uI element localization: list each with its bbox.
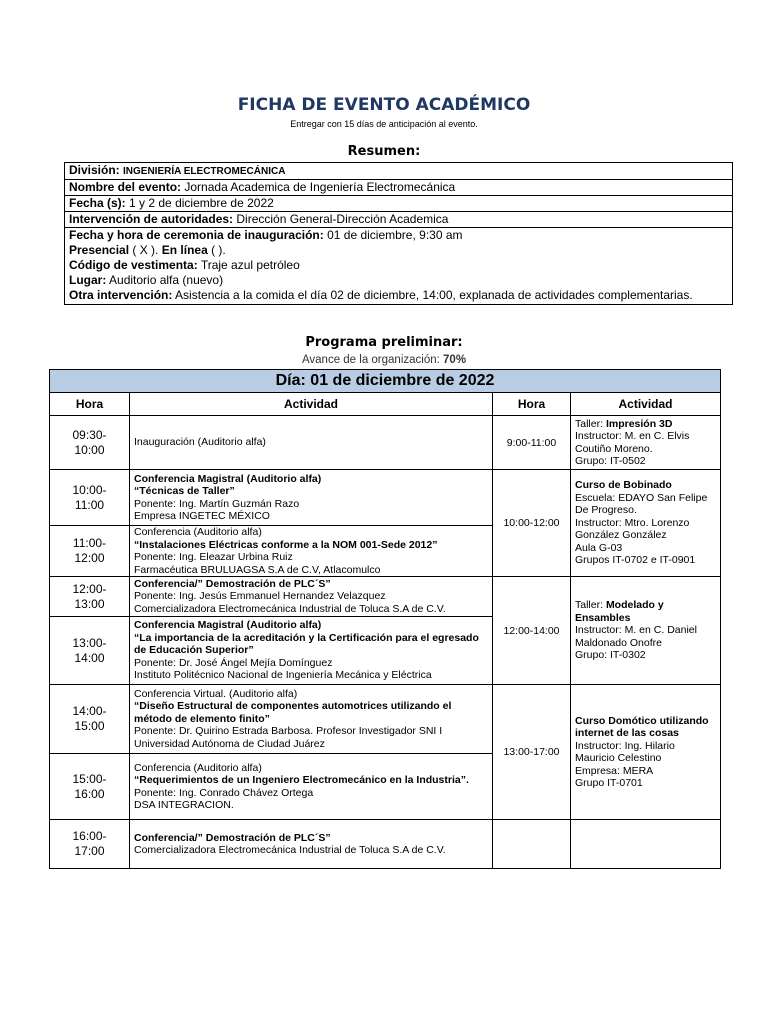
actividad-cell <box>130 685 493 754</box>
hora-cell: 16:00- 17:00 <box>50 820 130 869</box>
taller-hora-cell: 13:00-17:00 <box>493 685 571 820</box>
activity-line: “Requerimientos de un Ingeniero Electromecánico en la Industria”. <box>134 774 469 786</box>
programa-heading: Programa preliminar: <box>305 335 463 350</box>
activity-line-wrap <box>134 603 488 616</box>
actividad-cell <box>130 526 493 577</box>
activity-line: Empresa INGETEC MÉXICO <box>134 510 270 522</box>
activity-line: Ponente: Dr. Quirino Estrada Barbosa. Profesor Investigador SNI I <box>134 725 443 738</box>
activity-line-wrap <box>134 510 488 523</box>
activity-line-wrap <box>134 578 488 591</box>
fecha-value: 1 y 2 de diciembre de 2022 <box>129 196 274 210</box>
activity-line: Grupo: IT-0502 <box>575 455 646 467</box>
activity-line-wrap <box>575 455 716 468</box>
actividad-cell <box>130 820 493 869</box>
col-hora: Hora <box>50 393 130 416</box>
vestimenta-value: Traje azul petróleo <box>200 258 300 272</box>
activity-line-wrap <box>134 632 488 657</box>
activity-line: Conferencia (Auditorio alfa) <box>134 526 262 538</box>
activity-line: Comercializadora Electromecánica Industrial de Toluca S.A de C.V. <box>134 844 446 856</box>
lugar-line <box>69 273 728 288</box>
activity-line: Taller: <box>575 599 606 612</box>
nombre-label: Nombre del evento: <box>69 180 182 194</box>
division-value: INGENIERÍA ELECTROMECÁNICA <box>123 166 286 177</box>
lugar-label: Lugar: <box>69 273 107 287</box>
activity-line-wrap <box>134 787 488 800</box>
hora-cell: 15:00- 16:00 <box>50 754 130 820</box>
activity-line: Conferencia Virtual. (Auditorio alfa) <box>134 687 298 700</box>
activity-line: Empresa: MERA <box>575 764 654 777</box>
actividad-cell <box>130 416 493 470</box>
activity-line: Ponente: Dr. José Ángel Mejía Domínguez <box>134 656 333 669</box>
activity-line: Conferencia Magistral (Auditorio alfa) <box>134 472 322 485</box>
activity-line-wrap <box>575 479 716 492</box>
hora-cell: 13:00- 14:00 <box>50 617 130 685</box>
taller-hora-cell <box>493 820 571 869</box>
activity-line: “Técnicas de Taller” <box>134 485 235 497</box>
activity-line: Instructor: Ing. Hilario Mauricio Celestino <box>575 739 675 764</box>
activity-line: “La importancia de la acreditación y la Certificación para el egresado de Educación Superior” <box>134 631 479 657</box>
ceremonia-value: 01 de diciembre, 9:30 am <box>327 228 463 242</box>
col-hora-2: Hora <box>493 393 571 416</box>
taller-hora-cell: 12:00-14:00 <box>493 577 571 685</box>
taller-hora-cell: 10:00-12:00 <box>493 470 571 577</box>
enlinea-label: En línea <box>161 243 208 257</box>
activity-line-wrap <box>575 624 716 649</box>
activity-line: Farmacéutica BRULUAGSA S.A de C.V, Atlacomulco <box>134 563 381 576</box>
vestimenta-line <box>69 258 728 273</box>
activity-line-wrap <box>134 619 488 632</box>
column-header-row <box>50 393 721 416</box>
activity-line: Ponente: Ing. Conrado Chávez Ortega <box>134 786 314 799</box>
nombre-row <box>65 180 733 196</box>
activity-line-wrap <box>134 700 488 725</box>
activity-line: Instituto Politécnico Nacional de Ingeniería Mecánica y Eléctrica <box>134 669 432 682</box>
document-subtitle: Entregar con 15 días de anticipación al evento. <box>290 119 478 129</box>
taller-actividad-cell <box>571 416 721 470</box>
activity-line-wrap <box>134 688 488 701</box>
fecha-label: Fecha (s): <box>69 196 126 210</box>
activity-line: Impresión 3D <box>605 417 673 430</box>
activity-line-wrap <box>134 657 488 670</box>
activity-line-wrap <box>134 473 488 486</box>
taller-actividad-cell <box>571 685 721 820</box>
activity-line: Escuela: EDAYO San Felipe De Progreso. <box>575 491 708 517</box>
avance-label: Avance de la organización: <box>301 354 440 366</box>
activity-line: Conferencia (Auditorio alfa) <box>134 761 262 774</box>
activity-line: Ponente: Ing. Jesús Emmanuel Hernandez Velazquez <box>134 590 386 603</box>
detalles-row <box>65 228 733 305</box>
activity-line: Instructor: M. en C. Elvis Coutiño Moreno. <box>575 430 690 455</box>
actividad-cell <box>130 754 493 820</box>
activity-line: DSA INTEGRACION. <box>134 799 234 811</box>
activity-line-wrap <box>134 526 488 539</box>
activity-line-wrap <box>134 551 488 564</box>
intervencion-label: Intervención de autoridades: <box>69 212 234 226</box>
vestimenta-label: Código de vestimenta: <box>69 258 198 272</box>
activity-line: “Instalaciones Eléctricas conforme a la NOM 001-Sede 2012” <box>134 538 438 551</box>
activity-line: Conferencia Magistral (Auditorio alfa) <box>134 619 322 632</box>
ceremonia-line <box>69 228 728 243</box>
activity-line: Taller: <box>575 417 606 430</box>
activity-line: Modelado y Ensambles <box>575 599 664 624</box>
activity-line-wrap <box>575 492 716 517</box>
hora-cell: 09:30- 10:00 <box>50 416 130 470</box>
fecha-row <box>65 196 733 212</box>
activity-line-wrap <box>575 517 716 542</box>
activity-line: Curso Domótico utilizando internet de las cosas <box>575 714 709 739</box>
hora-cell: 10:00- 11:00 <box>50 470 130 526</box>
activity-line-wrap <box>134 774 488 787</box>
enlinea-value: ( ). <box>211 243 226 257</box>
actividad-cell <box>130 577 493 617</box>
modalidad-line <box>69 243 728 258</box>
activity-line-wrap <box>134 738 488 751</box>
activity-line: “Diseño Estructural de componentes automotrices utilizando el método de elemento finito” <box>134 700 452 725</box>
activity-line-wrap <box>134 832 488 845</box>
schedule-table <box>49 369 721 869</box>
activity-line: Ponente: Ing. Martín Guzmán Razo <box>134 497 300 510</box>
activity-line-wrap <box>575 554 716 567</box>
taller-actividad-cell <box>571 470 721 577</box>
taller-hora-cell: 9:00-11:00 <box>493 416 571 470</box>
otra-label: Otra intervención: <box>69 288 173 302</box>
activity-line-wrap <box>575 418 716 431</box>
intervencion-row <box>65 212 733 228</box>
taller-actividad-cell <box>571 577 721 685</box>
schedule-row <box>50 470 721 526</box>
activity-line-wrap <box>134 539 488 552</box>
activity-line-wrap <box>134 725 488 738</box>
actividad-cell <box>130 470 493 526</box>
schedule-row <box>50 577 721 617</box>
activity-line: Inauguración (Auditorio alfa) <box>134 436 266 449</box>
activity-line: Conferencia/” Demostración de PLC´S” <box>134 577 331 590</box>
activity-line: Ponente: Ing. Eleazar Urbina Ruiz <box>134 551 293 563</box>
activity-line-wrap <box>575 777 716 790</box>
activity-line: Grupos IT-0702 e IT-0901 <box>575 554 696 567</box>
document-title: FICHA DE EVENTO ACADÉMICO <box>237 95 531 115</box>
activity-line-wrap <box>575 430 716 455</box>
activity-line: Instructor: Mtro. Lorenzo González González <box>575 516 690 542</box>
activity-line: Grupo IT-0701 <box>575 777 643 789</box>
resumen-heading: Resumen: <box>347 144 421 159</box>
avance-value: 70% <box>443 354 467 366</box>
activity-line-wrap <box>134 762 488 775</box>
resumen-table <box>64 162 733 305</box>
otra-line <box>69 288 728 303</box>
activity-line-wrap <box>575 649 716 662</box>
activity-line-wrap <box>575 765 716 778</box>
lugar-value: Auditorio alfa (nuevo) <box>109 273 224 287</box>
division-row <box>65 163 733 180</box>
activity-line: Curso de Bobinado <box>575 479 672 492</box>
presencial-label: Presencial <box>69 243 130 257</box>
day-header-row <box>50 370 721 393</box>
presencial-value: ( X ). <box>132 243 159 257</box>
nombre-value: Jornada Academica de Ingeniería Electromecánica <box>184 180 456 194</box>
schedule-row <box>50 685 721 754</box>
activity-line-wrap <box>134 564 488 577</box>
activity-line-wrap <box>134 436 488 449</box>
otra-value: Asistencia a la comida el día 02 de diciembre, 14:00, explanada de actividades complementarias. <box>175 288 693 302</box>
hora-cell: 12:00- 13:00 <box>50 577 130 617</box>
activity-line: Aula G-03 <box>575 541 623 554</box>
col-actividad: Actividad <box>130 393 493 416</box>
hora-cell: 14:00- 15:00 <box>50 685 130 754</box>
activity-line-wrap <box>134 590 488 603</box>
activity-line-wrap <box>134 799 488 812</box>
day-title: Día: 01 de diciembre de 2022 <box>50 370 721 393</box>
avance-line <box>0 354 768 366</box>
activity-line: Comercializadora Electromecánica Industrial de Toluca S.A de C.V. <box>134 602 446 615</box>
division-label: División: <box>69 163 120 177</box>
hora-cell: 11:00- 12:00 <box>50 526 130 577</box>
activity-line: Instructor: M. en C. Daniel Maldonado Onofre <box>575 624 697 649</box>
activity-line-wrap <box>575 715 716 740</box>
activity-line-wrap <box>575 599 716 624</box>
col-actividad-2: Actividad <box>571 393 721 416</box>
ceremonia-label: Fecha y hora de ceremonia de inauguración: <box>69 228 324 242</box>
activity-line-wrap <box>134 669 488 682</box>
activity-line-wrap <box>575 740 716 765</box>
actividad-cell <box>130 617 493 685</box>
activity-line: Universidad Autónoma de Ciudad Juárez <box>134 737 325 750</box>
activity-line-wrap <box>134 498 488 511</box>
activity-line-wrap <box>134 485 488 498</box>
activity-line-wrap <box>134 844 488 857</box>
schedule-row <box>50 820 721 869</box>
intervencion-value: Dirección General-Dirección Academica <box>236 212 449 226</box>
activity-line-wrap <box>575 542 716 555</box>
schedule-row <box>50 416 721 470</box>
activity-line: Grupo: IT-0302 <box>575 649 646 662</box>
taller-actividad-cell <box>571 820 721 869</box>
activity-line: Conferencia/” Demostración de PLC´S” <box>134 831 331 844</box>
